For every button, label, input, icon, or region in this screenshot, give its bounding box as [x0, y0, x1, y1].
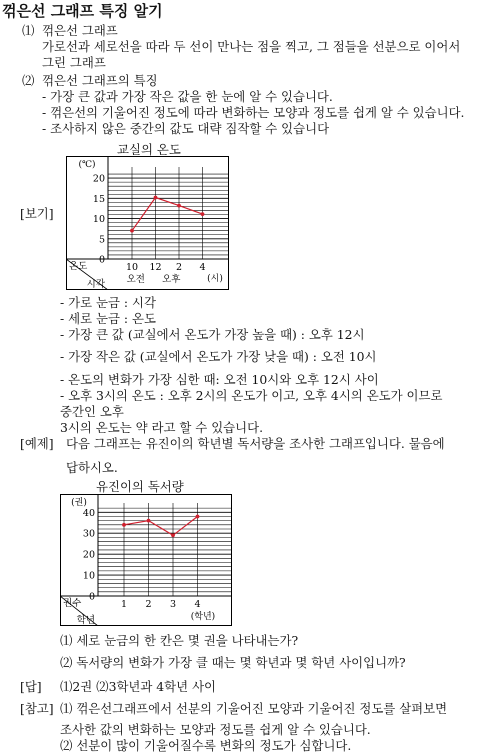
reference-line-3: ⑵ 선분이 많이 기울어질수록 변화의 정도가 심합니다. — [60, 738, 352, 753]
page-title: 꺾은선 그래프 특징 알기 — [2, 2, 163, 20]
y-axis-unit: (권) — [71, 498, 87, 508]
reference-label: [참고] — [20, 701, 54, 716]
data-point — [196, 515, 200, 519]
y-tick-label: 0 — [98, 254, 105, 266]
y-tick-label: 40 — [82, 507, 95, 519]
corner-label-bottom: 학년 — [76, 615, 95, 626]
x-tick-label: 2 — [175, 262, 183, 273]
bogi-note: 중간인 오후 — [60, 404, 124, 419]
bogi-label: [보기] — [20, 206, 54, 221]
x-tick-label: 4 — [199, 262, 206, 273]
y-axis-unit: (℃) — [78, 160, 96, 170]
chart-2-title: 유진이의 독서량 — [96, 479, 184, 494]
question-1: ⑴ 세로 눈금의 한 칸은 몇 권을 나타내는가? — [60, 633, 299, 648]
x-axis-unit: (학년) — [190, 612, 216, 622]
answer-text: ⑴2권 ⑵3학년과 4학년 사이 — [60, 679, 217, 694]
section-2-heading: 꺾은선 그래프의 특징 — [42, 73, 158, 88]
data-point — [171, 533, 175, 537]
y-tick-label: 0 — [88, 591, 95, 603]
y-tick-label: 5 — [98, 234, 105, 246]
x-tick-label: 1 — [120, 599, 128, 610]
data-point — [122, 523, 126, 527]
reference-line-1: ⑴ 꺾은선그래프에서 선분의 기울어진 모양과 기울어진 정도를 살펴보면 — [60, 701, 448, 716]
corner-label-top: 온도 — [69, 261, 88, 272]
data-point — [201, 212, 205, 216]
x-sub-label: 오후 — [162, 274, 181, 285]
temperature-line-chart — [66, 156, 229, 290]
section-1-line-2: 그린 그래프 — [42, 55, 106, 70]
reference-line-2: 조사한 값의 변화하는 모양과 정도를 쉽게 알 수 있습니다. — [60, 722, 371, 737]
x-axis-unit: (시) — [207, 274, 223, 284]
y-tick-label: 20 — [82, 549, 95, 561]
x-tick-label: 12 — [149, 262, 162, 273]
bogi-note: - 가장 작은 값 (교실에서 온도가 가장 낮을 때) : 오전 10시 — [60, 349, 377, 364]
bogi-note: - 오후 3시의 온도 : 오후 2시의 온도가 이고, 오후 4시의 온도가 이므로 — [60, 388, 443, 403]
x-tick-label: 10 — [125, 262, 139, 273]
y-tick-label: 20 — [92, 173, 105, 185]
bogi-note: 3시의 온도는 약 라고 할 수 있습니다. — [60, 420, 264, 435]
y-tick-label: 10 — [92, 214, 105, 226]
x-sub-label: 오전 — [126, 274, 145, 285]
question-2: ⑵ 독서량의 변화가 가장 클 때는 몇 학년과 몇 학년 사이입니까? — [60, 655, 406, 670]
feature-item: - 가장 큰 값과 가장 작은 값을 한 눈에 알 수 있습니다. — [42, 89, 333, 104]
bogi-note: - 온도의 변화가 가장 심한 때: 오전 10시와 오후 12시 사이 — [60, 372, 379, 387]
y-tick-label: 15 — [92, 193, 105, 205]
y-tick-label: 30 — [82, 528, 95, 540]
bogi-note: - 세로 눈금 : 온도 — [60, 311, 156, 326]
example-label: [예제] — [20, 436, 54, 451]
feature-item: - 조사하지 않은 중간의 값도 대략 짐작할 수 있습니다 — [42, 121, 330, 136]
series-line — [124, 516, 198, 535]
corner-label-top: 권수 — [63, 598, 82, 609]
data-point — [177, 204, 181, 208]
data-point — [154, 196, 158, 200]
y-tick-label: 10 — [82, 570, 95, 582]
x-tick-label: 3 — [169, 599, 177, 610]
x-tick-label: 2 — [145, 599, 152, 610]
data-point — [130, 229, 134, 233]
section-1-heading: 꺾은선 그래프 — [42, 23, 118, 38]
section-2-number: ⑵ — [22, 73, 35, 88]
feature-item: - 꺾은선의 기울어진 정도에 따라 변화하는 모양과 정도를 쉽게 알 수 있습니다. — [42, 105, 465, 120]
reading-line-chart — [60, 494, 232, 626]
data-point — [147, 519, 151, 523]
example-text-1: 다음 그래프는 유진이의 학년별 독서량을 조사한 그래프입니다. 물음에 — [66, 436, 445, 451]
section-1-line-1: 가로선과 세로선을 따라 두 선이 만나는 점을 찍고, 그 점들을 선분으로 이어서 — [42, 39, 461, 54]
x-tick-label: 4 — [194, 599, 201, 610]
bogi-note: - 가장 큰 값 (교실에서 온도가 가장 높을 때) : 오후 12시 — [60, 327, 365, 342]
example-text-2: 답하시오. — [66, 460, 118, 475]
section-1-number: ⑴ — [22, 23, 35, 38]
answer-label: [답] — [20, 679, 42, 694]
bogi-note: - 가로 눈금 : 시각 — [60, 295, 156, 310]
corner-label-bottom: 시각 — [86, 279, 105, 290]
chart-1-title: 교실의 온도 — [117, 142, 181, 157]
